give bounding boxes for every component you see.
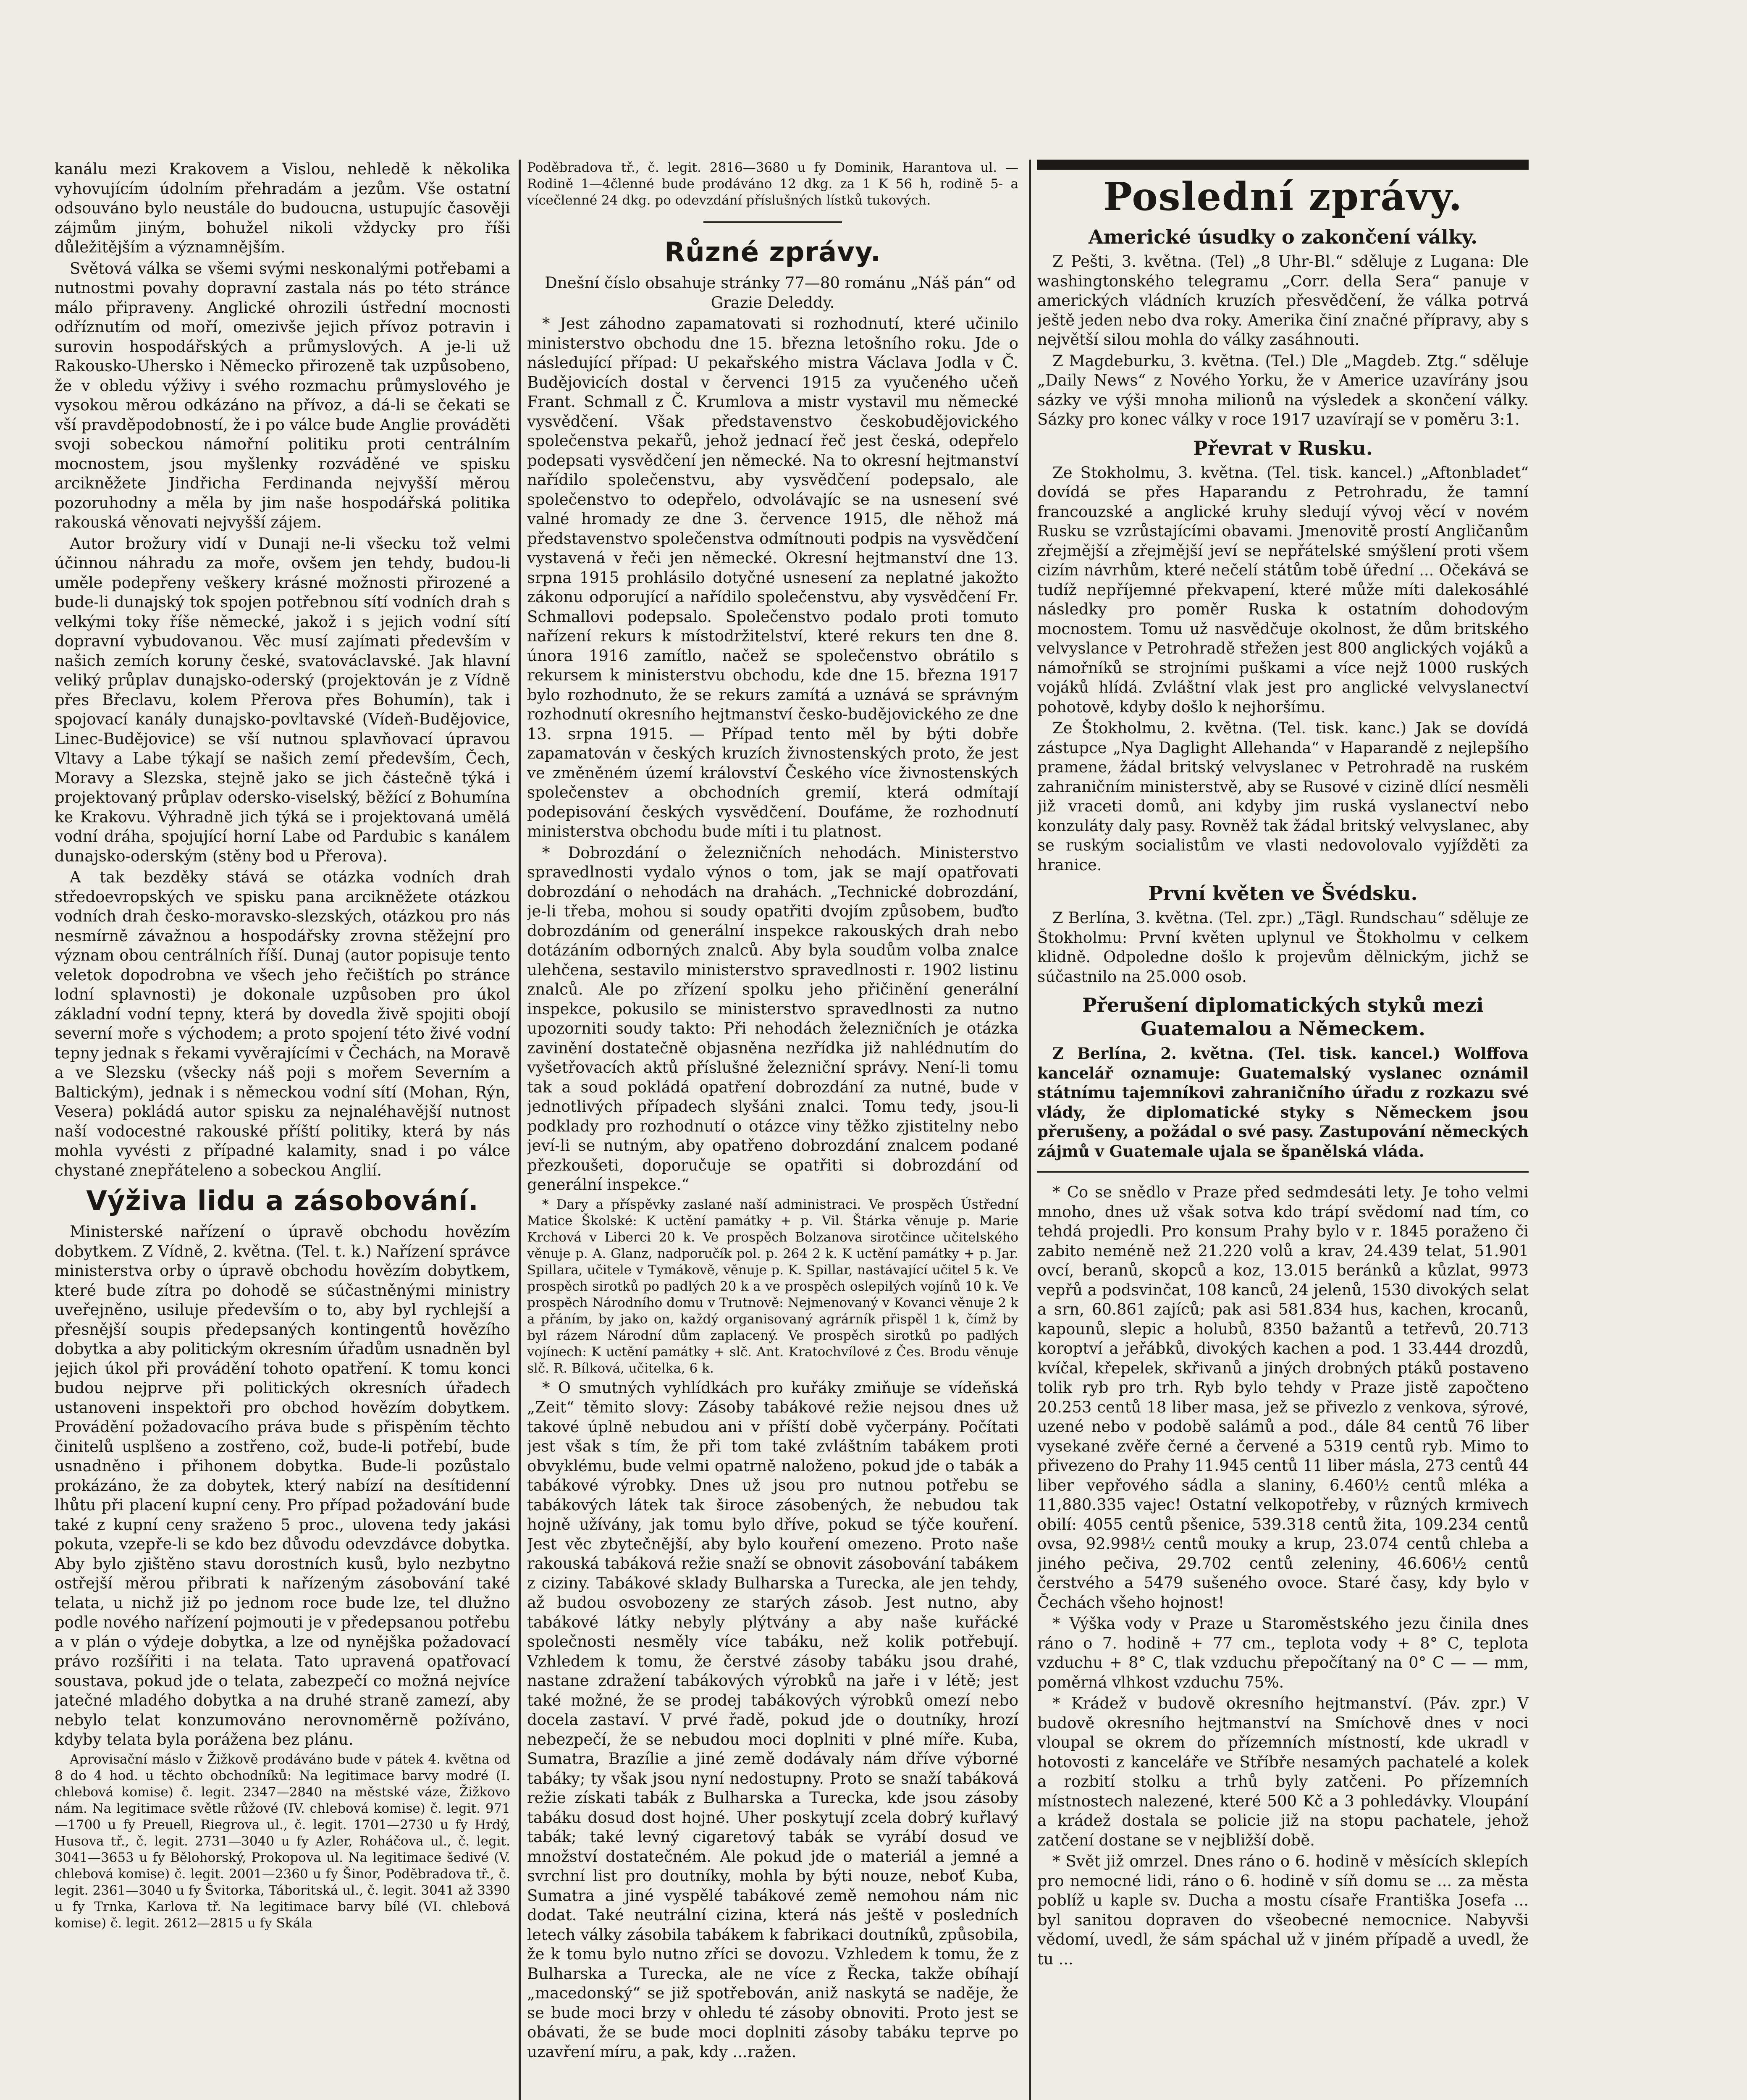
article-text: Ze Stokholmu, 3. května. (Tel. tisk. kancel.) „Aftonbladet“ dovídá se přes Haparandu z Petrohradu, že tamní francouzské a anglické kruhy sledují vývoj věcí v novém Rusku se vzrůstajícími obavami. Jmenovitě prostí Angličanům zřejmější a zřejmější jeví se nepřátelské smýšlení proti všem cizím návrhům, které nečelí státům tobě úřední ... Očekává se tudíž nepříjemné překvapení, které může míti dalekosáhlé následky pro poměr Ruska k ostatním dohodovým mocnostem. Tomu už nasvědčuje okolnost, že dům britského velvyslance v Petrohradě střežen jest 800 anglických vojáků a námořníků se strojními puškami a více nejž 1000 ruských vojáků hlídá. Zvláštní vlak jest pro anglické velvyslanectví pohotově, kdyby došlo k nejhoršímu. bbox=[1037, 463, 1529, 716]
article-text: * O smutných vyhlídkách pro kuřáky zmiňuje se vídeňská „Zeit“ těmito slovy: Zásoby tabákové režie nejsou dnes už takové úplně nebudou ani v příští době vyčerpány. Počítati jest však s tím, že při tom také zvláštním tabákem proti obvyklému, bude velmi opatrně naloženo, pokud jde o tabák a tabákové výrobky. Dnes už jsou pro nutnou potřebu se tabákových látek tak široce zásobených, že nebudou tak hojně užívány, jak tomu bylo dříve, pokud se týče kouření. Jest věc zbytečnější, aby bylo kouření omezeno. Proto naše rakouská tabáková režie snaží se obnovit zásobování tabákem z ciziny. Tabákové sklady Bulharska a Turecka, ale jen tehdy, až budou osvobozeny ze starých zásob. Jest nutno, aby tabákové látky nebyly plýtvány a aby naše kuřácké společnosti nesměly více tabáku, než kolik potřebují. Vzhledem k tomu, že čerstvé zásoby tabáku jsou drahé, nastane zdražení tabákových výrobků na jaře i v létě; jest také možné, že se prodej tabákových výrobků omezí nebo docela zastaví. V prvé řadě, pokud jde o doutníky, hrozí nebezpečí, že se nebudou moci doplniti v plné míře. Kuba, Sumatra, Brazílie a jiné země dodávaly nám dříve výborné tabáky; ty však jsou nyní nedostupny. Proto se snaží tabáková režie získati tabák z Bulharska a Turecka, kde jsou zásoby tabáku dosud dost hojné. Uher poskytují zcela dobrý kuřlavý tabák; také levný cigaretový tabák se vyrábí dosud ve množství dostatečném. Ale pokud jde o materiál a jemné a svrchní list pro doutníky, mohla by býti nouze, neboť Kuba, Sumatra a jiné vyspělé tabákové země nemohou nám nic dodat. Také neutrální cizina, která nás ještě v posledních letech války zásobila tabákem k fabrikaci doutníků, způsobila, že k tomu bylo nutno zříci se dovozu. Vzhledem k tomu, že z Bulharska a Turecka, ale ne více z Řecka, takže obíhají „macedonský“ se již spotřebován, aniž naskytá se naděje, že se bude moci brzy v ohledu té zásoby obnoviti. Proto jest se obávati, že se bude moci doplniti zásoby tabáku teprve po uzavření míru, a pak, kdy ...ražen. bbox=[527, 1378, 1018, 2061]
article-text: * Výška vody v Praze u Staroměstského jezu činila dnes ráno o 7. hodině + 77 cm., teplota vody + 8° C, teplota vzduchu + 8° C, tlak vzduchu přepočítaný na 0° C — — mm, poměrná vlhkost vzduchu 75%. bbox=[1037, 1614, 1529, 1691]
article-text: Z Pešti, 3. května. (Tel) „8 Uhr-Bl.“ sděluje z Lugana: Dle washingtonského telegramu „Corr. della Sera“ panuje v amerických vládních kruzích přesvědčení, že válka potrvá ještě jeden nebo dva roky. Amerika činí značné přípravy, aby s největší silou mohla do války zasáhnouti. bbox=[1037, 252, 1529, 349]
article-text: * Svět již omrzel. Dnes ráno o 6. hodině v měsících sklepích pro nemocné lidi, ráno o 6. hodině v síň domu se ... za města poblíž u kaple sv. Ducha a mostu císaře Františka Josefa ... byl sanitou dopraven do všeobecné nemocnice. Nabyvši vědomí, uvedl, že sám spáchal už v jiném případě a uvedl, že tu ... bbox=[1037, 1852, 1529, 1968]
article-text: Z Berlína, 3. května. (Tel. zpr.) „Tägl. Rundschau“ sděluje ze Štokholmu: První květen uplynul ve Štokholmu v celkem klidně. Odpoledne došlo k projevům dělnickým, jichž se súčastnilo na 25.000 osob. bbox=[1037, 909, 1529, 986]
article-text: A tak bezděky stává se otázka vodních drah středoevropských ve spisku pana arcikněžete otázkou vodních drah česko-moravsko-slezských, otázkou pro nás nesmírně závažnou a hospodářsky zrovna stěžejní pro význam obou centrálních říší. Dunaj (autor popisuje tento veletok dopodrobna ve všech jeho řečištích po stránce lodní splavnosti) je dokonale uzpůsoben pro úkol základní vodní tepny, která by dovedla živě spojiti obojí severní moře s východem; a proto spojení této živé vodní tepny jednak s řekami vyvěrajícími v Čechách, na Moravě a ve Slezsku (všecky náš poji s mořem Severním a Baltickým), jednak i s německou vodní sítí (Mohan, Rýn, Vesera) pokládá autor spisku za nejnaléhavější nutnost naší vodocestné rakouské příští politiky, která by nás mohla vyvésti z případné kalamity, snad i po válce chystané znepřáteleno a sobeckou Anglií. bbox=[55, 868, 510, 1179]
article-text: Aprovisační máslo v Žižkově prodáváno bude v pátek 4. května od 8 do 4 hod. u těchto obchodníků: Na legitimace barvy modré (I. chlebová komise) č. legit. 2347—2840 na městské váze, Žižkovo nám. Na legitimace světle růžové (IV. chlebová komise) č. legit. 971—1700 u fy Preuell, Riegrova ul., č. legit. 1701—2730 u fy Hrdý, Husova tř., č. legit. 2731—3040 u fy Azler, Roháčova ul., č. legit. 3041—3653 u fy Bělohorský, Prokopova ul. Na legitimace šedivé (V. chlebová komise) č. legit. 2001—2360 u fy Šinor, Poděbradova tř., č. legit. 2361—3040 u fy Švitorka, Táboritská ul., č. legit. 3041 až 3390 u fy Trnka, Karlova tř. Na legitimace barvy bílé (VI. chlebová komise) č. legit. 2612—2815 u fy Skála bbox=[55, 1751, 510, 1931]
masthead-title: Poslední zprávy. bbox=[1103, 174, 1463, 219]
headline: Přerušení diplomatických styků mezi Guatemalou a Německem. bbox=[1082, 994, 1484, 1040]
headline: První květen ve Švédsku. bbox=[1148, 882, 1418, 905]
article-text: Ze Štokholmu, 2. května. (Tel. tisk. kanc.) Jak se dovídá zástupce „Nya Daglight Allehanda“ v Haparandě z nejlepšího pramene, žádal britský velvyslanec v Petrohradě na ruském zahraničním ministerstvě, aby se Rusové v cizině dlící nesměli již vraceti domů, ani kdyby jim ruská vyslanectví nebo konzuláty daly pasy. Rovněž tak žádal britský velvyslanec, aby se ruským socialistům ve vlasti nedovolovalo vyjížděti za hranice. bbox=[1037, 719, 1529, 874]
article-text: * Krádež v budově okresního hejtmanství. (Páv. zpr.) V budově okresního hejtmanství na Smíchově dnes v noci vloupal se okrem do přízemních místností, kde ukradl v hotovosti z kanceláře ve Stříbře nesamých pachatelé a kolek a rozbití stolku a trhů byly zatčeni. Po přízemních místnostech nalezené, které 500 Kč a 3 pohledávky. Vloupání a krádež dostala se policie již na stopu pachatele, jehož zatčení dostane se v nejbližší době. bbox=[1037, 1694, 1529, 1849]
headline: Americké úsudky o zakončení války. bbox=[1088, 226, 1478, 248]
article-text: Autor brožury vidí v Dunaji ne-li všecku tož velmi účinnou náhradu za moře, ovšem jen tehdy, budou-li uměle podepřeny veškery krásné možnosti přirozené a bude-li dunajský tok spojen potřebnou sítí vodních drah s velkými toky říše německé, jakož i s jejich vodní sítí dopravní vybudovanou. Věc musí zajímati především v našich zemích koruny české, svatováclavské. Jak hlavní veliký průplav dunajsko-oderský (projektován je z Vídně přes Břeclavu, kolem Přerova přes Bohumín), tak i spojovací kanály dunajsko-povltavské (Vídeň-Budějovice, Linec-Budějovice) se vší nutnou splavňovací úpravou Vltavy a Labe týkají se našich zemí především, Čech, Moravy a Slezska, stejně jako se jich částečně týká i projektovaný průplav odersko-viselský, běžící z Bohumína ke Krakovu. Výhradně jich týká se i projektovaná umělá vodní dráha, spojující horní Labe od Pardubic s kanálem dunajsko-oderským (stěny bod u Přerova). bbox=[55, 534, 510, 865]
article-text: * Co se snědlo v Praze před sedmdesáti lety. Je toho velmi mnoho, dnes už však sotva kdo trápí svědomí nad tím, co tehdá projedli. Pro konsum Prahy bylo v r. 1845 poraženo či zabito neméně než 21.220 volů a krav, 24.439 telat, 51.901 ovcí, beranů, skopců a koz, 13.015 beránků a kůzlat, 9973 vepřů a podsvinčat, 108 kanců, 24 jelenů, 1530 divokých selat a srn, 60.861 zajíců; pak asi 581.834 hus, kachen, krocanů, kapounů, slepic a holubů, 8350 bažantů a tetřevů, 20.713 koroptví a jeřábků, divokých kachen a pod. 1 33.444 drozdů, kvíčal, křepelek, skřivanů a jiných drobných ptáků postaveno tolik ryb pro trh. Ryb bylo tehdy v Praze jistě započteno 20.253 centů 18 liber masa, jež se přivezlo z venkova, sýrové, uzené nebo v podobě salámů a pod., dále 84 centů 76 liber vysekané zvěře černé a červené a 5319 centů ryb. Mimo to přivezeno do Prahy 11.945 centů 11 liber másla, 273 centů 44 liber vepřového sádla a slaniny, 6.460½ centů mléka a 11,880.335 vajec! Ostatní velkopotřeby, v různých krmivech obilí: 4055 centů pšenice, 539.318 centů žita, 109.234 centů ovsa, 92.998½ centů mouky a krup, 23.074 centů chleba a jiného pečiva, 29.702 centů zeleniny, 46.606½ centů čerstvého a 5479 sušeného ovoce. Staré časy, kdy bylo v Čechách všeho hojnost! bbox=[1037, 1183, 1529, 1612]
article-text: * Jest záhodno zapamatovati si rozhodnutí, které učinilo ministerstvo obchodu dne 15. března letošního roku. Jde o následující případ: U pekařského mistra Václava Jodla v Č. Budějovicích dostal v červenci 1915 za vyučeného učeň Frant. Schmall z Č. Krumlova a mistr vystavil mu německé vysvědčení. Však představenstvo českobudějovického společenstva pekařů, jehož jednací řeč jest česká, odepřelo podepsati vysvědčení jen německé. Na to okresní hejtmanství nařídilo společenstvu, aby vysvědčení podepsalo, ale společenstvo to odepřelo, odvolávajíc se na usnesení své valné hromady ze dne 3. července 1915, dle něhož má představenstvo společenstva odmítnouti podpis na vysvědčení vystavená v řeči jen německé. Okresní hejtmanství dne 13. srpna 1915 prohlásilo dotyčné usnesení za neplatné jakožto zákonu odporující a nařídilo společenstvu, aby vysvědčení Fr. Schmallovi podepsalo. Společenstvo podalo proti tomuto nařízení rekurs k místodržitelství, které rekurs ten dne 8. února 1916 zamítlo, načež se společenstvo obrátilo s rekursem k ministerstvu obchodu, kde dne 15. března 1917 bylo rozhodnuto, že se rekurs zamítá a uznává se správným rozhodnutí okresního hejtmanství česko-budějovického ze dne 13. srpna 1915. — Případ tento měl by býti dobře zapamatován v českých kruzích živnostenských proto, že jest ve změněném území království Českého více živnostenských společenstev a obchodních gremií, která odmítají podepisování českých vysvědčení. Doufáme, že rozhodnutí ministerstva obchodu bude míti i tu platnost. bbox=[527, 315, 1018, 840]
column-rule bbox=[1029, 160, 1031, 2100]
column-2 bbox=[527, 160, 1018, 2100]
section-heading: Různé zprávy. bbox=[664, 237, 881, 268]
article-text: Dnešní číslo obsahuje stránky 77—80 románu „Náš pán“ od Grazie Deleddy. bbox=[545, 274, 1016, 312]
column-1 bbox=[55, 160, 510, 2100]
article-text: Z Berlína, 2. května. (Tel. tisk. kancel.) Wolffova kancelář oznamuje: Guatemalský vyslanec oznámil státnímu tajemníkovi zahraničního úřadu z rozkazu své vlády, že diplomatické styky s Německem jsou přerušeny, a požádal o své pasy. Zastupování německých zájmů v Guatemale ujala se španělská vláda. bbox=[1037, 1044, 1529, 1160]
divider bbox=[1037, 1171, 1529, 1173]
column-rule bbox=[519, 160, 521, 2100]
section-heading: Výživa lidu a zásobování. bbox=[86, 1186, 479, 1217]
masthead-bar bbox=[1037, 160, 1529, 170]
article-text: * Dary a příspěvky zaslané naší administraci. Ve prospěch Ústřední Matice Školské: K uctění památky + p. Vil. Štárka věnuje p. Marie Krchová v Liberci 20 k. Ve prospěch Bolzanova sirotčince učitelského věnuje p. A. Glanz, nadporučík pol. p. 264 2 k. K uctění památky + p. Jar. Spillara, učitele v Tymákově, věnuje p. K. Spillar, nastávající učitel 5 k. Ve prospěch sirotků po padlých 20 k a ve prospěch oslepilých vojínů 10 k. Ve prospěch Národního domu v Trutnově: Nejmenovaný v Kovanci věnuje 2 k a přáním, by jako on, každý organisovaný agrárník přispěl 1 k, čímž by byl rázem Národní dům zaplacený. Ve prospěch sirotků po padlých vojínech: K uctění památky + slč. Ant. Kratochvílové z Čes. Brodu věnuje slč. R. Bílková, učitelka, 6 k. bbox=[527, 1197, 1018, 1376]
article-text: kanálu mezi Krakovem a Vislou, nehledě k několika vyhovujícím údolním přehradám a jezům. Vše ostatní odsouváno bylo neustále do budoucna, ustupujíc časověji zájmům jiným, bohužel nikoli vždycky pro říši důležitějším a významnějším. bbox=[55, 160, 510, 256]
divider bbox=[703, 221, 842, 223]
article-text: Světová válka se všemi svými neskonalými potřebami a nutnostmi povahy dopravní zastala nás po této stránce málo připraveny. Anglické ohrozili ústřední mocnosti odříznutím od moří, omezivše jejich přívoz potravin i surovin hospodářských a průmyslových. A je-li už Rakousko-Uhersko i Německo přirozeně tak uzpůsobeno, že v obledu výživy i svého rozmachu průmyslového je vysokou měrou odkázáno na přívoz, a dá-li se čekati se vší pravděpodobností, že i po válce bude Anglie prováděti svoji sobeckou námořní politiku proti centrálním mocnostem, jsou myšlenky rozváděné ve spisku arcikněžete Jindřicha Ferdinanda nejvyšší měrou pozoruhodny a měla by jim naše hospodářská politika rakouská věnovati nejvyšší zájem. bbox=[55, 259, 510, 531]
column-3 bbox=[1037, 160, 1529, 2100]
article-text: Z Magdeburku, 3. května. (Tel.) Dle „Magdeb. Ztg.“ sděluje „Daily News“ z Nového Yorku, že v Americe uzavírány jsou sázky ve výši mnoha milionů na výsledek a skončení války. Sázky pro konec války v roce 1917 uzavírají se v poměru 3:1. bbox=[1037, 352, 1529, 428]
article-text: Ministerské nařízení o úpravě obchodu hovězím dobytkem. Z Vídně, 2. května. (Tel. t. k.) Nařízení správce ministerstva orby o úpravě obchodu hovězím dobytkem, které bude zítra po dohodě se súčastněnými ministry uveřejněno, usiluje především o to, aby byl rychlejší a přesnější soupis předepsaných kontingentů hovězího dobytka a aby politickým okresním úřadům usnadněn byl jejich úkol při provádění tohoto opatření. K tomu konci budou nejprve při politických okresních úřadech ustanoveni inspektoři pro obchod hovězím dobytkem. Provádění požadovacího práva bude s přispěním těchto činitelů usplšeno a zostřeno, což, bude-li potřebí, bude usnadněno i přihonem dobytka. Bude-li pozůstalo prokázáno, že za dobytek, který nabízí na desítidenní lhůtu při placení kupní ceny. Pro případ požadování bude také z kupní ceny sraženo 5 proc., ulovena tedy jakási pokuta, vzepře-li se kdo bez důvodu odevzdávce dobytka. Aby bylo zjištěno stavu dorostních kusů, bylo nezbytno ostřejší měrou přibrati k nařízeným zásobování také telata, u nichž již po jednom roce bude lze, tel dlužno podle nového nařízení pojmouti je v předepsanou potřebu a v plán o výdeje dobytka, a lze od nynějška požadovací právo rozšířiti i na telata. Tato upravená opatřovací soustava, pokud jde o telata, zabezpečí co možná nejvíce jatečné mladého dobytka a na druhé straně zamezí, aby nebylo telat konzumováno nerovnoměrně požíváno, kdyby telata byla porážena bez plánu. bbox=[55, 1223, 510, 1748]
article-text: Poděbradova tř., č. legit. 2816—3680 u fy Dominik, Harantova ul. — Rodině 1—4členné bude prodáváno 12 dkg. za 1 K 56 h, rodině 5- a vícečlenné 24 dkg. po odevzdání příslušných lístků tukových. bbox=[527, 160, 1018, 208]
article-text: * Dobrozdání o železničních nehodách. Ministerstvo spravedlnosti vydalo výnos o tom, jak se mají opatřovati dobrozdání o nehodách na drahách. „Technické dobrozdání, je-li třeba, mohou si soudy opatřiti dvojím způsobem, buďto dobrozdáním od generální inspekce rakouských drah nebo dotázáním odborných znalců. Aby byla soudům volba znalce ulehčena, sestavilo ministerstvo spravedlnosti r. 1902 listinu znalců. Ale po zřízení spolku jeho přičinění generální inspekce, pokusilo se ministerstvo spravedlnosti za nutno upozorniti soudy takto: Při nehodách železničních je otázka zavinění dostatečně objasněna nezřídka již nahlédnutím do vyšetřovacích aktů příslušné železniční správy. Není-li tomu tak a soud pokládá opatření dobrozdání za nutné, bude v jednotlivých případech slyšáni znalci. Tomu tedy, jsou-li podklady pro rozhodnutí o otázce viny těžko zjistitelny nebo jeví-li se nutným, aby opatřeno dobrozdání znalcem podané přezkoušeti, doporučuje se opatřiti si dobrozdání od generální inspekce.“ bbox=[527, 843, 1018, 1194]
headline: Převrat v Rusku. bbox=[1193, 436, 1373, 459]
